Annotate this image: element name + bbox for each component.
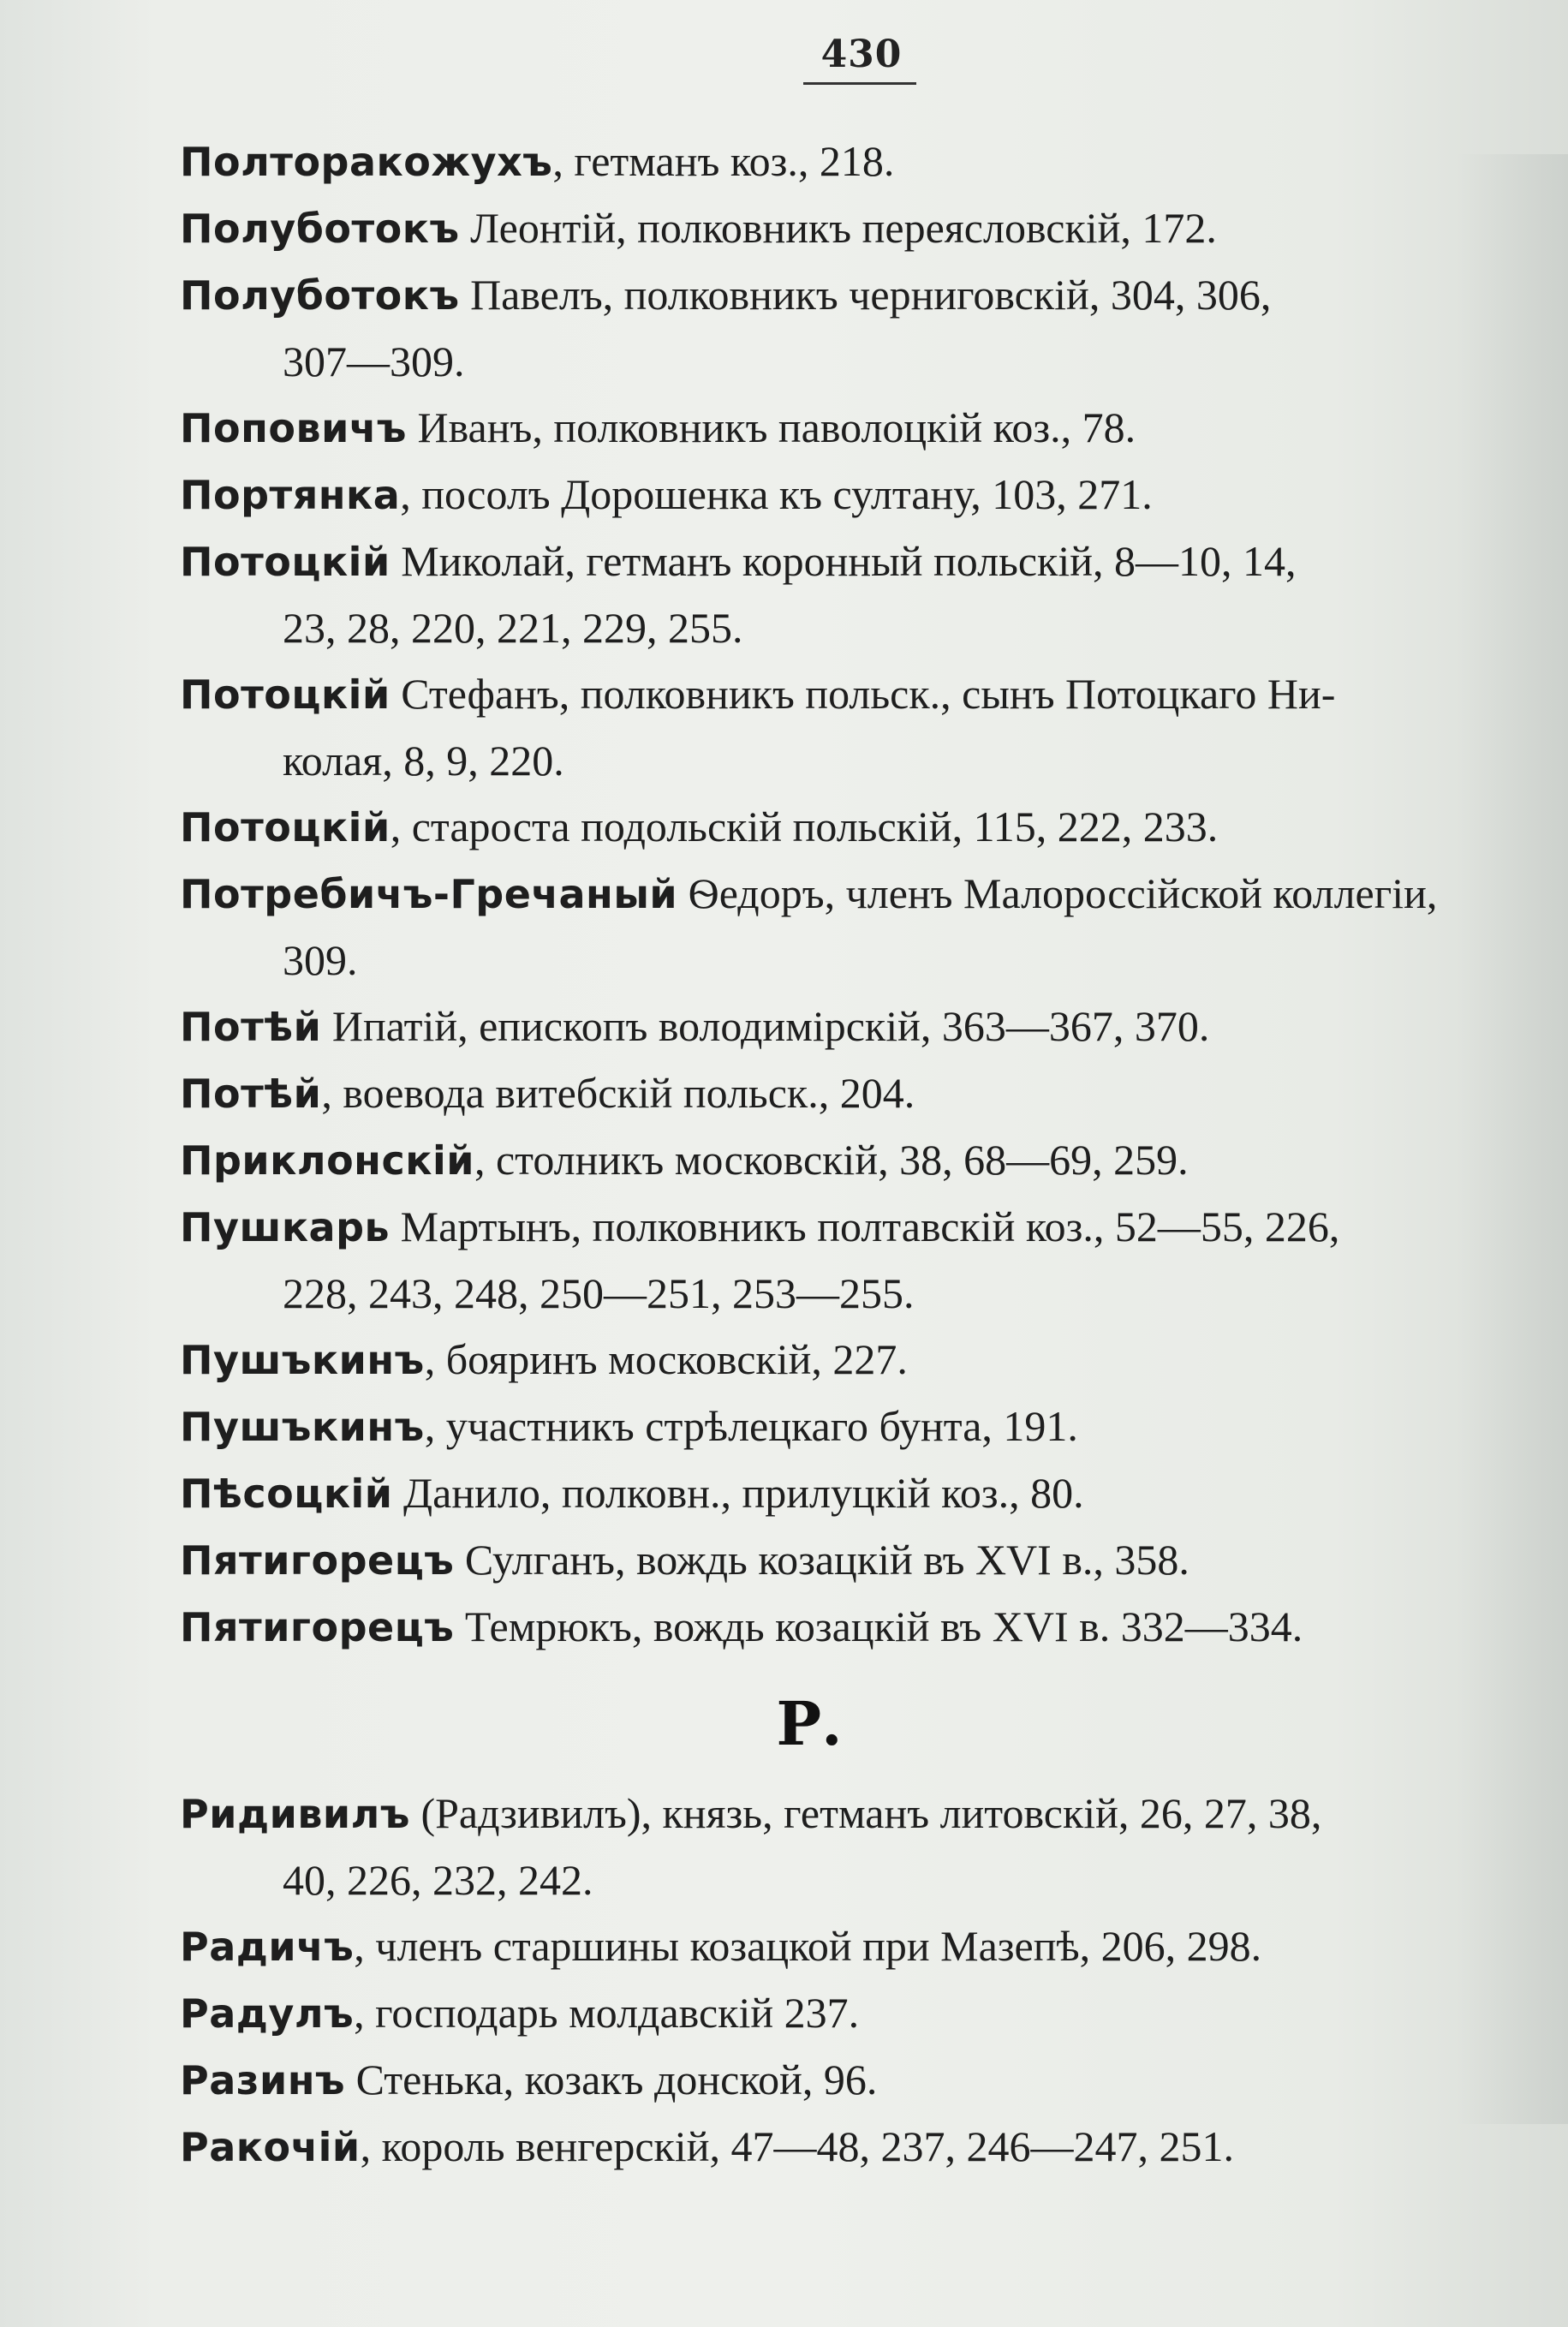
- entry-headword: Приклонскій: [180, 1137, 474, 1184]
- entry-text: (Радзивилъ), князь, гетманъ литовскій, 26, 27, 38,: [409, 1789, 1322, 1837]
- entry-headword: Пушкарь: [180, 1204, 391, 1250]
- entry-continuation: 40, 226, 232, 242.: [283, 1856, 593, 1904]
- index-entry: [180, 395, 1541, 462]
- entry-text: , воевода витебскій польск., 204.: [321, 1069, 915, 1117]
- entry-text: Ѳедоръ, членъ Малороссійской коллегіи,: [677, 869, 1438, 917]
- entry-text: Павелъ, полковникъ черниговскій, 304, 306,: [459, 271, 1272, 319]
- index-entry: [180, 1527, 1541, 1594]
- entry-text: Миколай, гетманъ коронный польскій, 8—10, 14,: [390, 537, 1297, 585]
- index-entry: [180, 993, 1541, 1060]
- entry-headword: Потоцкій: [180, 539, 391, 585]
- entry-continuation: колая, 8, 9, 220.: [283, 737, 564, 785]
- entry-text: Иванъ, полковникъ паволоцкій коз., 78.: [406, 403, 1136, 451]
- entry-text: Стенька, козакъ донской, 96.: [345, 2056, 878, 2103]
- index-entry: [180, 794, 1541, 861]
- entry-headword: Потѣй: [180, 1004, 322, 1050]
- entry-text: Мартынъ, полковникъ полтавскій коз., 52—55, 226,: [390, 1202, 1340, 1250]
- index-section-p: [180, 128, 1541, 1661]
- entry-text: Данило, полковн., прилуцкій коз., 80.: [392, 1469, 1084, 1517]
- entry-headword: Радичъ: [180, 1924, 355, 1970]
- entry-headword: Поповичъ: [180, 405, 407, 451]
- page-number: 430: [820, 33, 903, 76]
- page-number-rule: [803, 82, 916, 85]
- entry-headword: Полуботокъ: [180, 206, 460, 252]
- index-entry: [180, 462, 1541, 528]
- entry-continuation: 23, 28, 220, 221, 229, 255.: [283, 604, 743, 652]
- index-entry: [180, 2114, 1541, 2181]
- index-entry: [180, 1594, 1541, 1661]
- entry-headword: Радулъ: [180, 1990, 355, 2037]
- entry-text: Темрюкъ, вождь козацкій въ XVI в. 332—334.: [454, 1602, 1303, 1650]
- index-entry: [180, 195, 1541, 262]
- index-entry: [180, 1980, 1541, 2047]
- entry-headword: Потоцкій: [180, 804, 391, 850]
- entry-continuation: 307—309.: [283, 337, 465, 385]
- index-entry: [180, 128, 1541, 195]
- entry-text: , гетманъ коз., 218.: [552, 137, 895, 185]
- entry-text: Ипатій, епископъ володимірскій, 363—367, 370.: [321, 1002, 1210, 1050]
- entry-text: , столникъ московскій, 38, 68—69, 259.: [474, 1136, 1189, 1184]
- entry-text: , господарь молдавскій 237.: [354, 1989, 860, 2037]
- entry-headword: Пятигорецъ: [180, 1604, 455, 1650]
- entry-headword: Пятигорецъ: [180, 1537, 455, 1584]
- entry-headword: Полторакожухъ: [180, 139, 553, 185]
- entry-text: , членъ старшины козацкой при Мазепѣ, 206, 298.: [354, 1922, 1262, 1970]
- entry-headword: Ридивилъ: [180, 1791, 410, 1837]
- entry-headword: Потребичъ-Гречаный: [180, 871, 678, 917]
- entry-text: , участникъ стрѣлецкаго бунта, 191.: [424, 1402, 1078, 1450]
- entry-text: , староста подольскій польскій, 115, 222, 233.: [390, 803, 1219, 850]
- entry-headword: Полуботокъ: [180, 272, 460, 319]
- entry-headword: Потоцкій: [180, 671, 391, 718]
- index-entry: [180, 661, 1541, 794]
- index-entry: [180, 262, 1541, 395]
- index-entry: [180, 1913, 1541, 1980]
- entry-headword: Разинъ: [180, 2057, 346, 2103]
- entry-text: Стефанъ, полковникъ польск., сынъ Потоцкаго Ни-: [390, 670, 1336, 718]
- entry-headword: Ракочій: [180, 2124, 361, 2170]
- index-entry: [180, 1194, 1541, 1327]
- index-content: [180, 128, 1541, 2181]
- entry-headword: Потѣй: [180, 1071, 322, 1117]
- index-entry: [180, 2047, 1541, 2114]
- entry-continuation: 309.: [283, 936, 358, 984]
- index-entry: [180, 528, 1541, 661]
- index-entry: [180, 1393, 1541, 1460]
- entry-headword: Пѣсоцкій: [180, 1471, 393, 1517]
- entry-headword: Пушъкинъ: [180, 1337, 425, 1383]
- entry-text: Леонтій, полковникъ переясловскій, 172.: [459, 204, 1217, 252]
- entry-text: , посолъ Дорошенка къ султану, 103, 271.: [400, 470, 1153, 518]
- entry-headword: Портянка: [180, 472, 401, 518]
- entry-text: , бояринъ московскій, 227.: [424, 1335, 908, 1383]
- index-entry: [180, 1327, 1541, 1393]
- section-letter: Р.: [776, 1688, 843, 1759]
- index-entry: [180, 861, 1541, 993]
- entry-text: , король венгерскій, 47—48, 237, 246—247, 251.: [360, 2122, 1234, 2170]
- index-section-r: [180, 1781, 1541, 2181]
- entry-text: Сулганъ, вождь козацкій въ XVI в., 358.: [454, 1536, 1189, 1584]
- index-entry: [180, 1460, 1541, 1527]
- index-entry: [180, 1781, 1541, 1913]
- entry-headword: Пушъкинъ: [180, 1404, 425, 1450]
- index-entry: [180, 1127, 1541, 1194]
- entry-continuation: 228, 243, 248, 250—251, 253—255.: [283, 1269, 915, 1317]
- index-entry: [180, 1060, 1541, 1127]
